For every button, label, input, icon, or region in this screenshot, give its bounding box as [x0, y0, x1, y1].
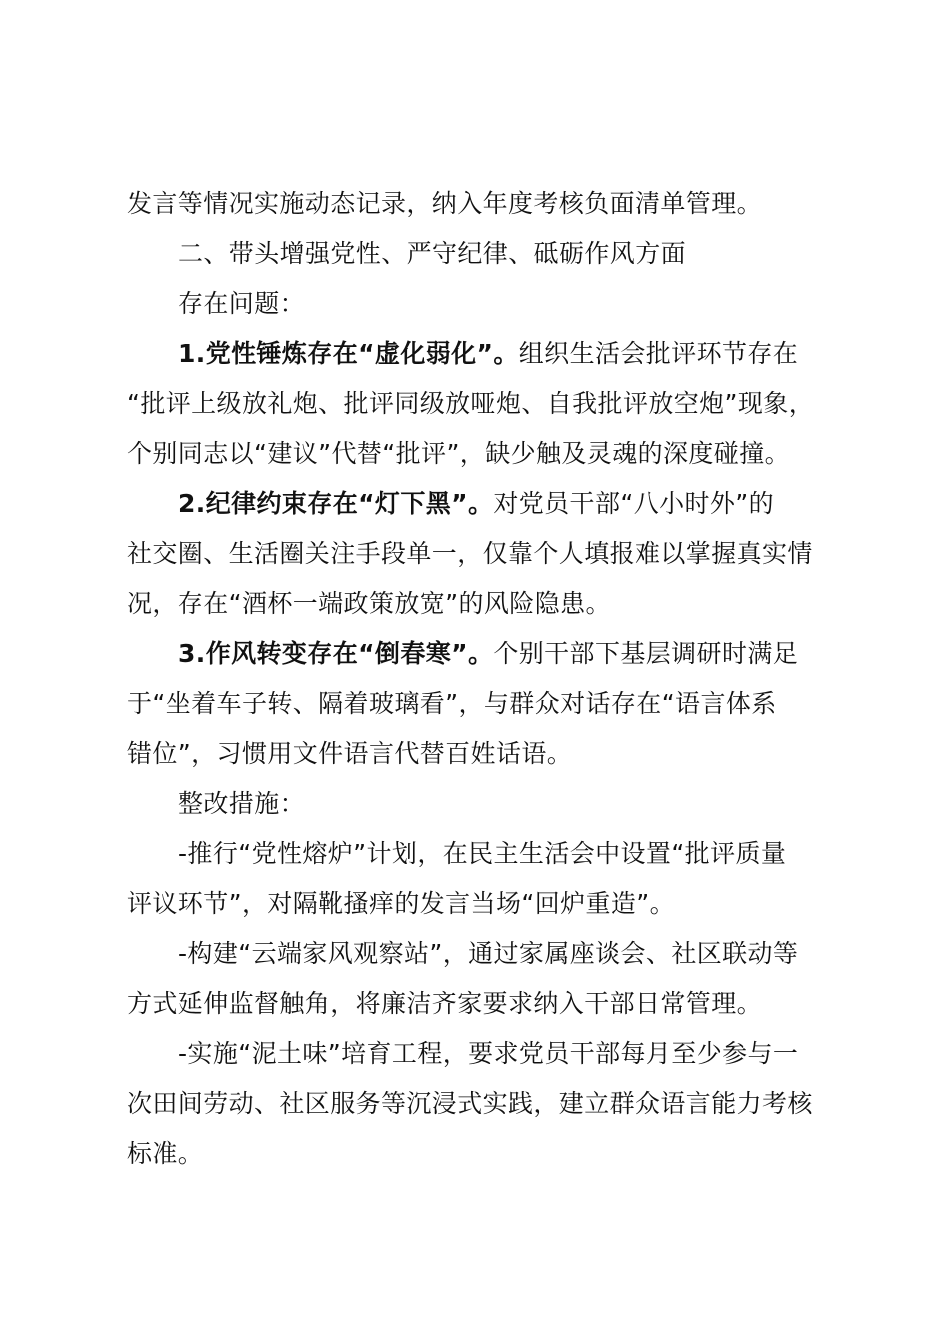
problem-item-3 [178, 639, 798, 669]
paragraph-line: 个别同志以“建议”代替“批评”，缺少触及灵魂的深度碰撞。 [127, 439, 791, 468]
measure-item-3: -实施“泥土味”培育工程，要求党员干部每月至少参与一 [178, 1039, 799, 1068]
paragraph-line: 标准。 [127, 1139, 204, 1168]
paragraph-line: 次田间劳动、社区服务等沉浸式实践，建立群众语言能力考核 [127, 1089, 813, 1118]
problem-title-2: 2.纪律约束存在“灯下黑”。 [178, 489, 494, 518]
paragraph-line: 于“坐着车子转、隔着玻璃看”，与群众对话存在“语言体系 [127, 689, 777, 718]
measure-item-1: -推行“党性熔炉”计划，在民主生活会中设置“批评质量 [178, 839, 787, 868]
problem-text-3: 个别干部下基层调研时满足 [493, 639, 799, 668]
paragraph-line: 发言等情况实施动态记录，纳入年度考核负面清单管理。 [127, 189, 763, 218]
paragraph-line: 社交圈、生活圈关注手段单一，仅靠个人填报难以掌握真实情 [127, 539, 813, 568]
problem-item-1 [178, 339, 798, 369]
problem-item-2 [178, 489, 774, 519]
problem-text-2: 对党员干部“八小时外”的 [493, 489, 775, 518]
paragraph-line: 评议环节”，对隔靴搔痒的发言当场“回炉重造”。 [127, 889, 676, 918]
problem-title-1: 1.党性锤炼存在“虚化弱化”。 [178, 339, 519, 368]
problem-title-3: 3.作风转变存在“倒春寒”。 [178, 639, 494, 668]
measure-item-2: -构建“云端家风观察站”，通过家属座谈会、社区联动等 [178, 939, 799, 968]
subheading-problems: 存在问题： [178, 289, 306, 318]
subheading-measures: 整改措施： [178, 789, 306, 818]
paragraph-line: 错位”，习惯用文件语言代替百姓话语。 [127, 739, 573, 768]
section-heading: 二、带头增强党性、严守纪律、砥砺作风方面 [178, 239, 687, 268]
paragraph-line: 方式延伸监督触角，将廉洁齐家要求纳入干部日常管理。 [127, 989, 763, 1018]
paragraph-line: 况，存在“酒杯一端政策放宽”的风险隐患。 [127, 589, 611, 618]
problem-text-1: 组织生活会批评环节存在 [518, 339, 799, 368]
paragraph-line: “批评上级放礼炮、批评同级放哑炮、自我批评放空炮”现象， [127, 389, 815, 418]
